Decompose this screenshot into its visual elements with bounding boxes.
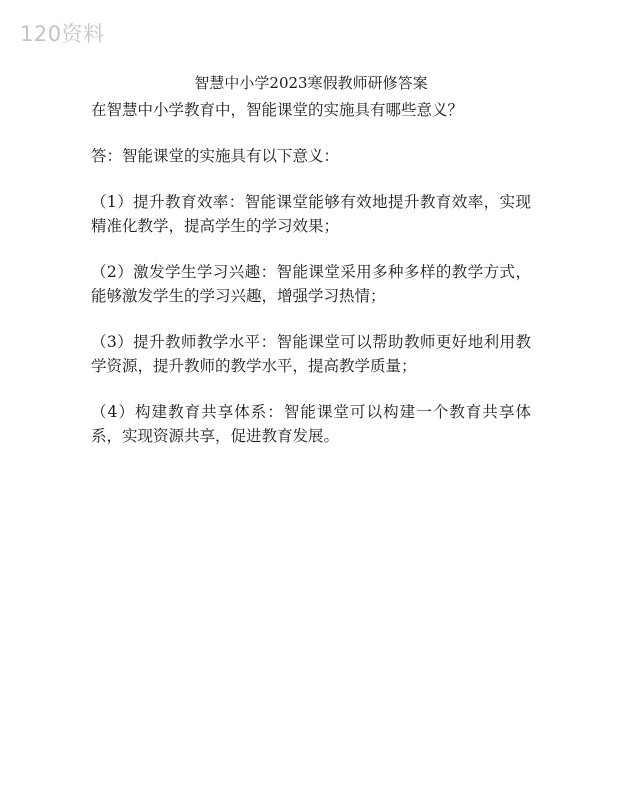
watermark: 120资料 [20,22,105,46]
question-text: 在智慧中小学教育中，智能课堂的实施具有哪些意义？ [91,101,464,119]
document-body [91,70,531,448]
document-title: 智慧中小学2023寒假教师研修答案 [194,74,428,92]
answer-point-2: （2）激发学生学习兴趣：智能课堂采用多种多样的教学方式，能够激发学生的学习兴趣，增强学习热情； [91,263,531,305]
answer-point-4: （4）构建教育共享体系：智能课堂可以构建一个教育共享体系，实现资源共享，促进教育发展。 [91,403,531,445]
answer-point-1: （1）提升教育效率：智能课堂能够有效地提升教育效率，实现精准化教学，提高学生的学习效果； [91,193,531,235]
answer-intro: 答：智能课堂的实施具有以下意义： [91,147,340,165]
answer-point-3: （3）提升教师教学水平：智能课堂可以帮助教师更好地利用教学资源，提升教师的教学水平，提高教学质量； [91,333,531,375]
